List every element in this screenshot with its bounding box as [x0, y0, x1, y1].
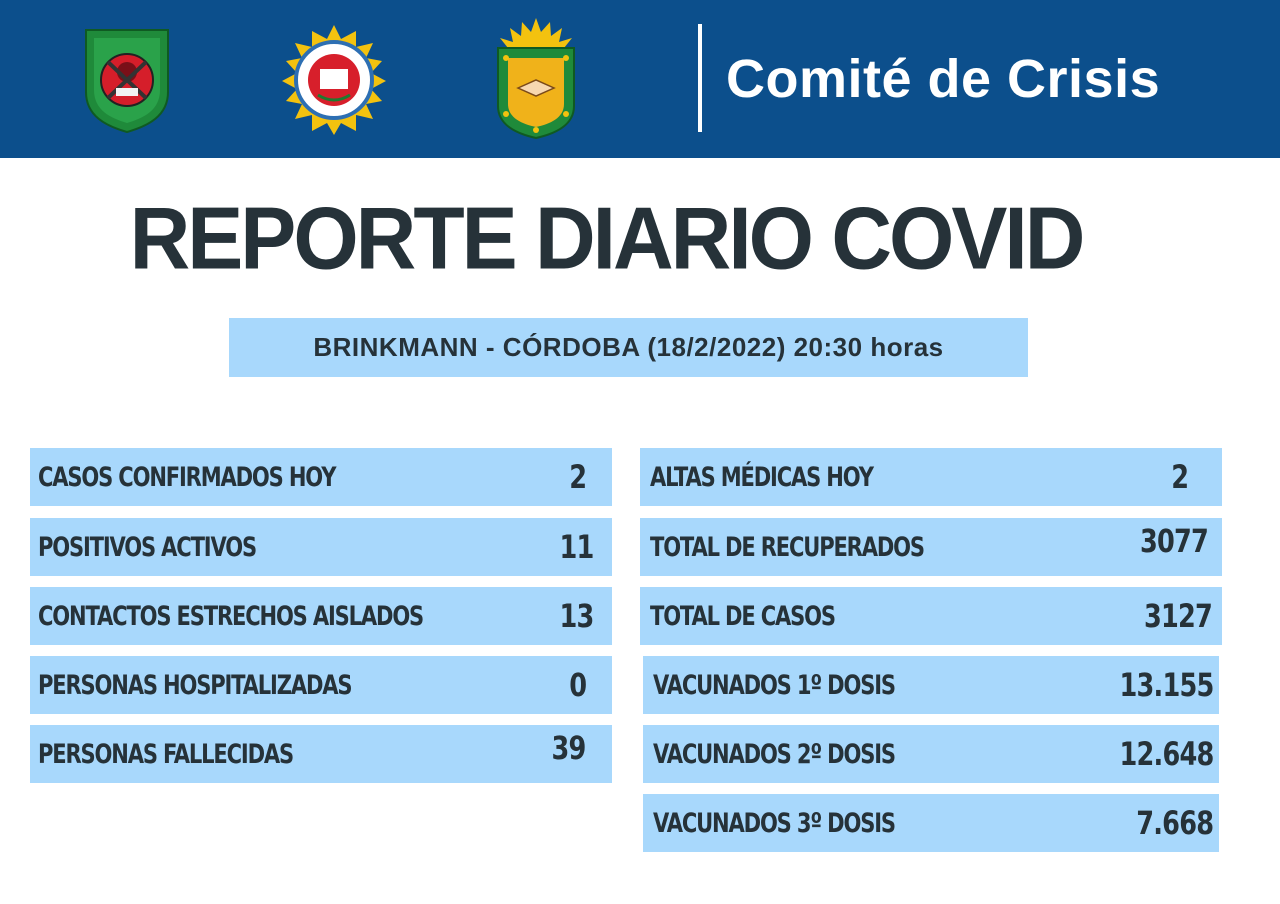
stat-label: TOTAL DE CASOS — [650, 601, 835, 632]
report-title: REPORTE DIARIO COVID — [129, 188, 1083, 288]
stat-label: VACUNADOS 3º DOSIS — [653, 808, 895, 839]
brinkmann-coat-of-arms-logo — [494, 18, 578, 140]
stat-row-total-de-casos — [640, 587, 1222, 645]
stat-label: CASOS CONFIRMADOS HOY — [38, 462, 336, 493]
stat-row-altas-medicas-hoy — [640, 448, 1222, 506]
stat-label: VACUNADOS 1º DOSIS — [653, 670, 895, 701]
stat-row-contactos-estrechos-aislados — [30, 587, 612, 645]
stat-row-personas-fallecidas — [30, 725, 612, 783]
stat-value: 39 — [551, 729, 586, 767]
header-banner — [0, 0, 1280, 158]
stat-value: 11 — [559, 528, 594, 566]
report-location-date: BRINKMANN - CÓRDOBA (18/2/2022) 20:30 horas — [229, 318, 1028, 377]
stat-label: POSITIVOS ACTIVOS — [38, 532, 256, 563]
stat-row-vacunados-3-dosis — [643, 794, 1219, 852]
stat-value: 7.668 — [1136, 804, 1213, 842]
stat-label: PERSONAS HOSPITALIZADAS — [38, 670, 352, 701]
stat-row-total-de-recuperados — [640, 518, 1222, 576]
stat-label: VACUNADOS 2º DOSIS — [653, 739, 895, 770]
stat-label: TOTAL DE RECUPERADOS — [650, 532, 924, 563]
stat-value: 13 — [559, 597, 594, 635]
stat-row-vacunados-1-dosis — [643, 656, 1219, 714]
stat-row-personas-hospitalizadas — [30, 656, 612, 714]
stat-row-vacunados-2-dosis — [643, 725, 1219, 783]
stat-row-positivos-activos — [30, 518, 612, 576]
stat-label: CONTACTOS ESTRECHOS AISLADOS — [38, 601, 424, 632]
stat-value: 12.648 — [1119, 735, 1213, 773]
stat-value: 3127 — [1143, 597, 1212, 635]
header-title: Comité de Crisis — [726, 49, 1161, 109]
stat-label: PERSONAS FALLECIDAS — [38, 739, 294, 770]
stat-value: 0 — [568, 666, 586, 704]
stat-label: ALTAS MÉDICAS HOY — [650, 462, 873, 493]
stat-row-casos-confirmados-hoy — [30, 448, 612, 506]
stat-value: 2 — [1170, 458, 1188, 496]
stat-value: 3077 — [1139, 522, 1208, 560]
header-divider — [698, 24, 702, 132]
bomberos-voluntarios-logo — [80, 26, 174, 134]
stat-value: 13.155 — [1119, 666, 1213, 704]
policia-provincia-cordoba-logo — [278, 25, 390, 135]
stat-value: 2 — [568, 458, 586, 496]
